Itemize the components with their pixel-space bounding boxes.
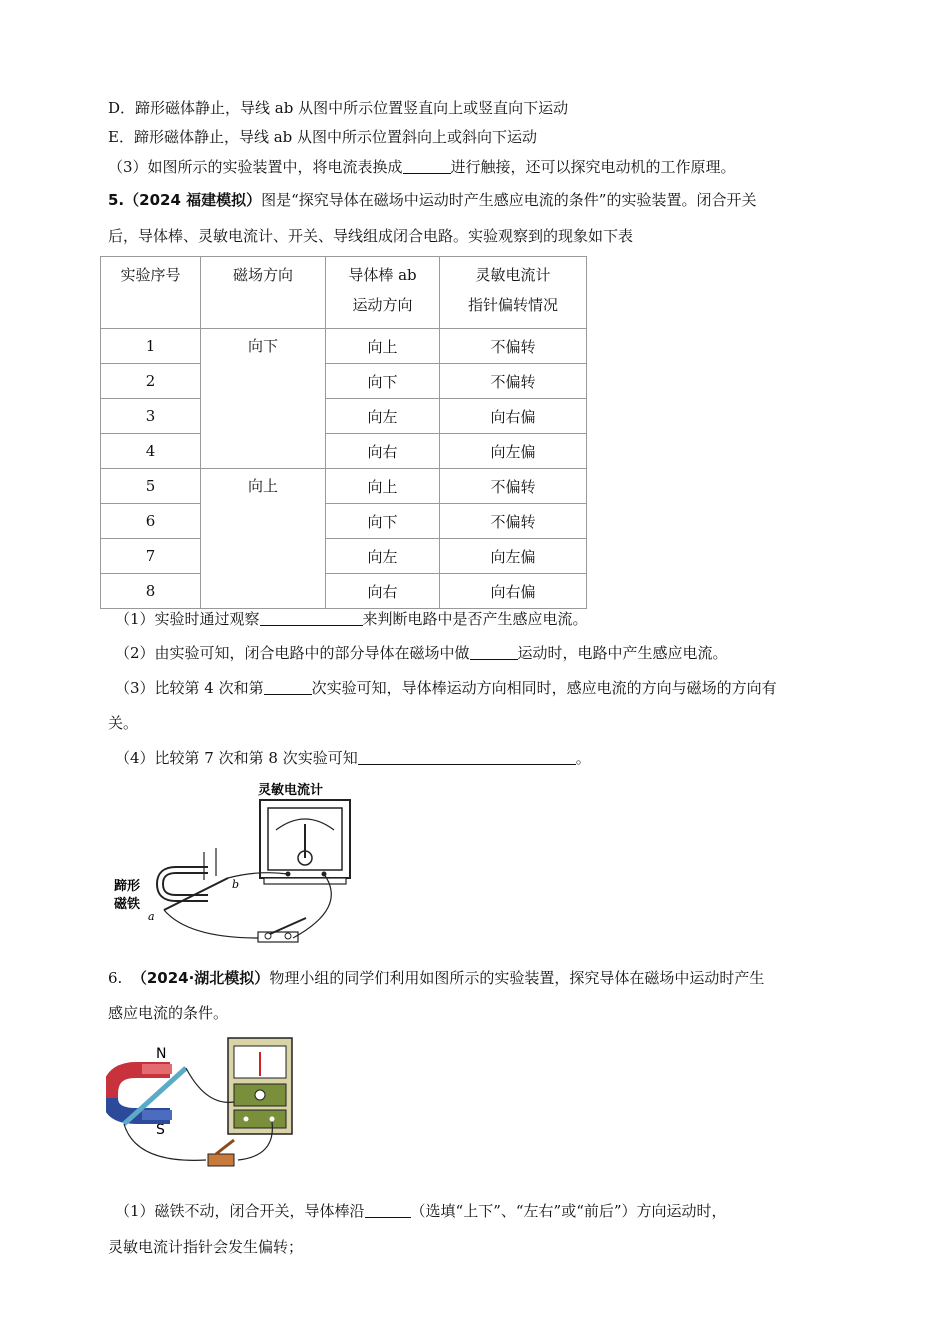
q5-sub3-cont: 关。 xyxy=(108,714,139,732)
q5-sub3: （3）比较第 4 次和第 次实验可知，导体棒运动方向相同时，感应电流的方向与磁场的方向有 xyxy=(115,679,777,697)
q5-number: 5. xyxy=(108,191,125,209)
header-field: 磁场方向 xyxy=(201,257,326,329)
horseshoe-magnet-icon xyxy=(160,870,208,898)
table-row: 3 向左 向右偏 xyxy=(101,399,587,434)
table-header-row xyxy=(101,257,587,329)
option-d: D．蹄形磁体静止，导线 ab 从图中所示位置竖直向上或竖直向下运动 xyxy=(108,99,569,117)
experiment-table xyxy=(100,256,587,609)
q6-sub1-cont: 灵敏电流计指针会发生偏转； xyxy=(108,1238,304,1256)
q5-sub4-blank[interactable] xyxy=(358,749,576,765)
q6-stem1: 物理小组的同学们利用如图所示的实验装置，探究导体在磁场中运动时产生 xyxy=(269,969,765,987)
south-pole-label: S xyxy=(156,1122,165,1138)
table-row: 8 向右 向右偏 xyxy=(101,574,587,609)
q5-sub1: （1）实验时通过观察 来判断电路中是否产生感应电流。 xyxy=(115,610,588,628)
q6-number: 6. xyxy=(108,969,123,987)
q5-sub1-blank[interactable] xyxy=(260,610,363,626)
field-up: 向上 xyxy=(201,469,326,609)
q6-sub1-blank[interactable] xyxy=(365,1202,411,1218)
q4-3-text-pre: （3）如图所示的实验装置中，将电流表换成 xyxy=(108,158,403,176)
q4-3-text-post: 进行触接，还可以探究电动机的工作原理。 xyxy=(450,158,736,176)
magnet-label-1: 蹄形 xyxy=(114,879,141,894)
galvanometer-icon xyxy=(228,1038,292,1134)
switch-icon xyxy=(208,1140,234,1166)
q6-source: （2024·湖北模拟） xyxy=(131,969,270,987)
point-a-label: a xyxy=(148,910,155,923)
switch-icon xyxy=(258,918,306,942)
table-row: 4 向右 向左偏 xyxy=(101,434,587,469)
question-6-stem-line1 xyxy=(108,968,764,988)
table-row: 2 向下 不偏转 xyxy=(101,364,587,399)
magnet-label-2: 磁铁 xyxy=(114,897,141,912)
field-down: 向下 xyxy=(201,329,326,469)
q5-apparatus-figure xyxy=(108,778,368,948)
q4-3-blank[interactable] xyxy=(403,158,451,174)
question-5-stem-line2: 后，导体棒、灵敏电流计、开关、导线组成闭合电路。实验观察到的现象如下表 xyxy=(108,227,634,245)
question-5-stem-line1 xyxy=(108,190,756,210)
q6-apparatus-figure xyxy=(106,1036,306,1172)
table-row: 7 向左 向左偏 xyxy=(101,539,587,574)
q5-sub4: （4）比较第 7 次和第 8 次实验可知 。 xyxy=(115,749,591,767)
header-no: 实验序号 xyxy=(101,257,201,329)
q5-stem1: 图是“探究导体在磁场中运动时产生感应电流的条件”的实验装置。闭合开关 xyxy=(261,191,757,209)
table-row: 5 向上 向上 不偏转 xyxy=(101,469,587,504)
meter-label: 灵敏电流计 xyxy=(258,783,324,798)
q5-sub2-blank[interactable] xyxy=(470,644,518,660)
option-e: E．蹄形磁体静止，导线 ab 从图中所示位置斜向上或斜向下运动 xyxy=(108,128,538,146)
header-motion: 导体棒 ab 运动方向 xyxy=(326,257,440,329)
question-4-3 xyxy=(108,157,736,177)
q5-source: （2024 福建模拟） xyxy=(124,191,262,209)
q6-sub1: （1）磁铁不动，闭合开关，导体棒沿 （选填“上下”、“左右”或“前后”）方向运动时， xyxy=(115,1202,727,1220)
table-row: 6 向下 不偏转 xyxy=(101,504,587,539)
q5-sub2: （2）由实验可知，闭合电路中的部分导体在磁场中做 运动时，电路中产生感应电流。 xyxy=(115,644,728,662)
north-pole-label: N xyxy=(156,1046,167,1062)
table-row: 1 向下 向上 不偏转 xyxy=(101,329,587,364)
header-deflect: 灵敏电流计 指针偏转情况 xyxy=(440,257,587,329)
galvanometer-icon xyxy=(260,800,350,884)
q5-sub3-blank[interactable] xyxy=(264,679,312,695)
point-b-label: b xyxy=(232,878,240,891)
question-6-stem-line2: 感应电流的条件。 xyxy=(108,1004,229,1022)
